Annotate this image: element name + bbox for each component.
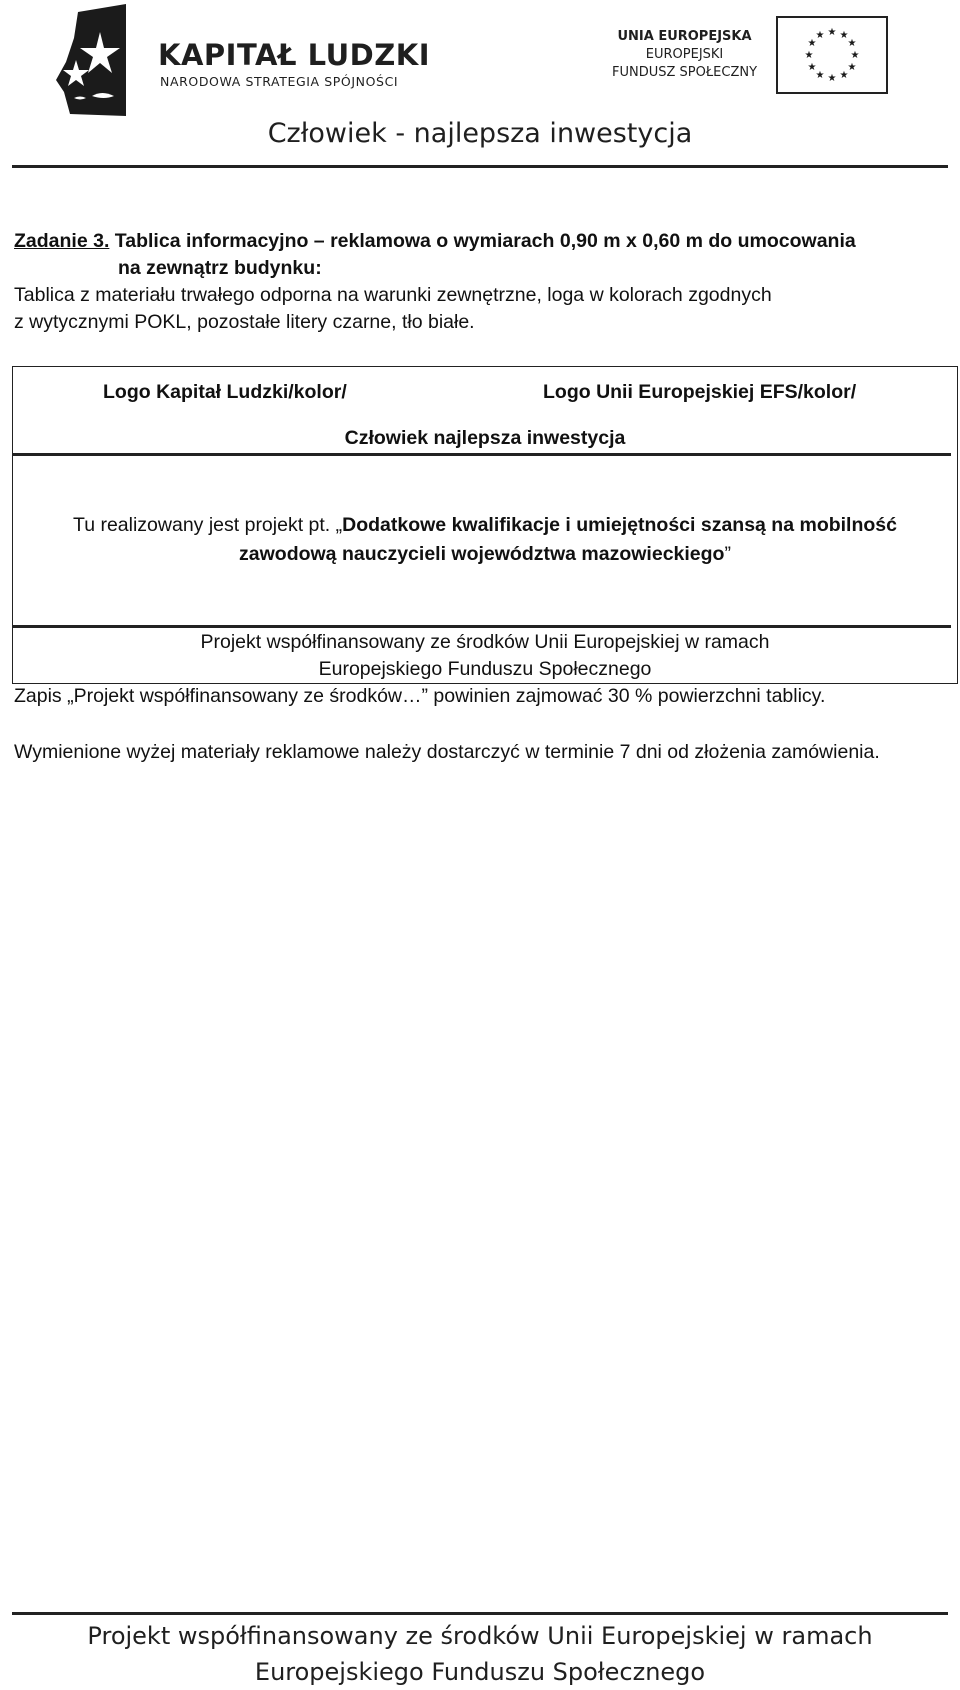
board-project-prefix: Tu realizowany jest projekt pt. „ (73, 514, 343, 536)
task-section (14, 228, 944, 336)
svg-text:★: ★ (827, 73, 837, 84)
board-tagline: Człowiek najlepsza inwestycja (344, 427, 626, 449)
svg-text:★: ★ (807, 62, 817, 73)
svg-text:★: ★ (847, 62, 857, 73)
svg-text:★: ★ (839, 30, 849, 41)
eu-logo-line1: UNIA EUROPEJSKA (617, 29, 752, 44)
board-divider-bottom (13, 625, 951, 628)
svg-text:★: ★ (804, 50, 814, 61)
board-logo-right: Logo Unii Europejskiej EFS/kolor/ (543, 381, 857, 403)
board-divider-top (13, 453, 951, 456)
svg-text:★: ★ (839, 70, 849, 81)
task-heading (14, 228, 944, 282)
footer-line2: Europejskiego Funduszu Społecznego (254, 1658, 706, 1686)
task-description-line2: z wytycznymi POKL, pozostałe litery czarne, tło białe. (14, 311, 475, 333)
board-project-suffix: ” (724, 543, 731, 565)
note-delivery: Wymienione wyżej materiały reklamowe należy dostarczyć w terminie 7 dni od złożenia zamówienia. (14, 741, 880, 763)
board-project-text (13, 511, 957, 569)
board-cofinance-line2: Europejskiego Funduszu Społecznego (318, 658, 652, 680)
board-cofinance-text (13, 629, 957, 683)
eu-logo-text (612, 28, 757, 82)
svg-text:★: ★ (827, 27, 837, 38)
eu-logo-line2: EUROPEJSKI (645, 47, 724, 62)
eu-flag-icon (776, 16, 888, 94)
kapital-ludzki-subtitle: NARODOWA STRATEGIA SPÓJNOŚCI (160, 74, 399, 89)
board-cofinance-line1: Projekt współfinansowany ze środków Unii Europejskiej w ramach (200, 631, 770, 653)
kapital-ludzki-title: KAPITAŁ LUDZKI (158, 38, 431, 72)
footer-divider (12, 1612, 948, 1615)
svg-text:★: ★ (815, 30, 825, 41)
kapital-ludzki-logo (56, 2, 431, 116)
task-number: Zadanie 3. (14, 230, 110, 252)
board-logo-left: Logo Kapitał Ludzki/kolor/ (103, 381, 347, 403)
header-divider (12, 165, 948, 168)
svg-text:★: ★ (847, 38, 857, 49)
footer-line1: Projekt współfinansowany ze środków Unii Europejskiej w ramach (87, 1622, 873, 1650)
svg-text:★: ★ (815, 70, 825, 81)
kapital-ludzki-mark-icon (56, 2, 142, 116)
task-heading-line1: Tablica informacyjno – reklamowa o wymiarach 0,90 m x 0,60 m do umocowania (109, 230, 856, 252)
svg-text:★: ★ (807, 38, 817, 49)
note-percent: Zapis „Projekt współfinansowany ze środków…” powinien zajmować 30 % powierzchni tablicy. (14, 685, 826, 707)
eu-logo-line3: FUNDUSZ SPOŁECZNY (612, 65, 758, 80)
board-project-title-line1: Dodatkowe kwalifikacje i umiejętności szansą na mobilność (342, 514, 897, 536)
svg-text:★: ★ (850, 50, 860, 61)
footer-text (0, 1618, 960, 1690)
header-tagline: Człowiek - najlepsza inwestycja (267, 118, 693, 149)
board-layout (12, 366, 958, 684)
task-heading-line2: na zewnątrz budynku: (118, 257, 322, 279)
task-description-line1: Tablica z materiału trwałego odporna na warunki zewnętrzne, loga w kolorach zgodnych (14, 284, 772, 306)
board-project-title-line2: zawodową nauczycieli województwa mazowieckiego (239, 543, 725, 565)
